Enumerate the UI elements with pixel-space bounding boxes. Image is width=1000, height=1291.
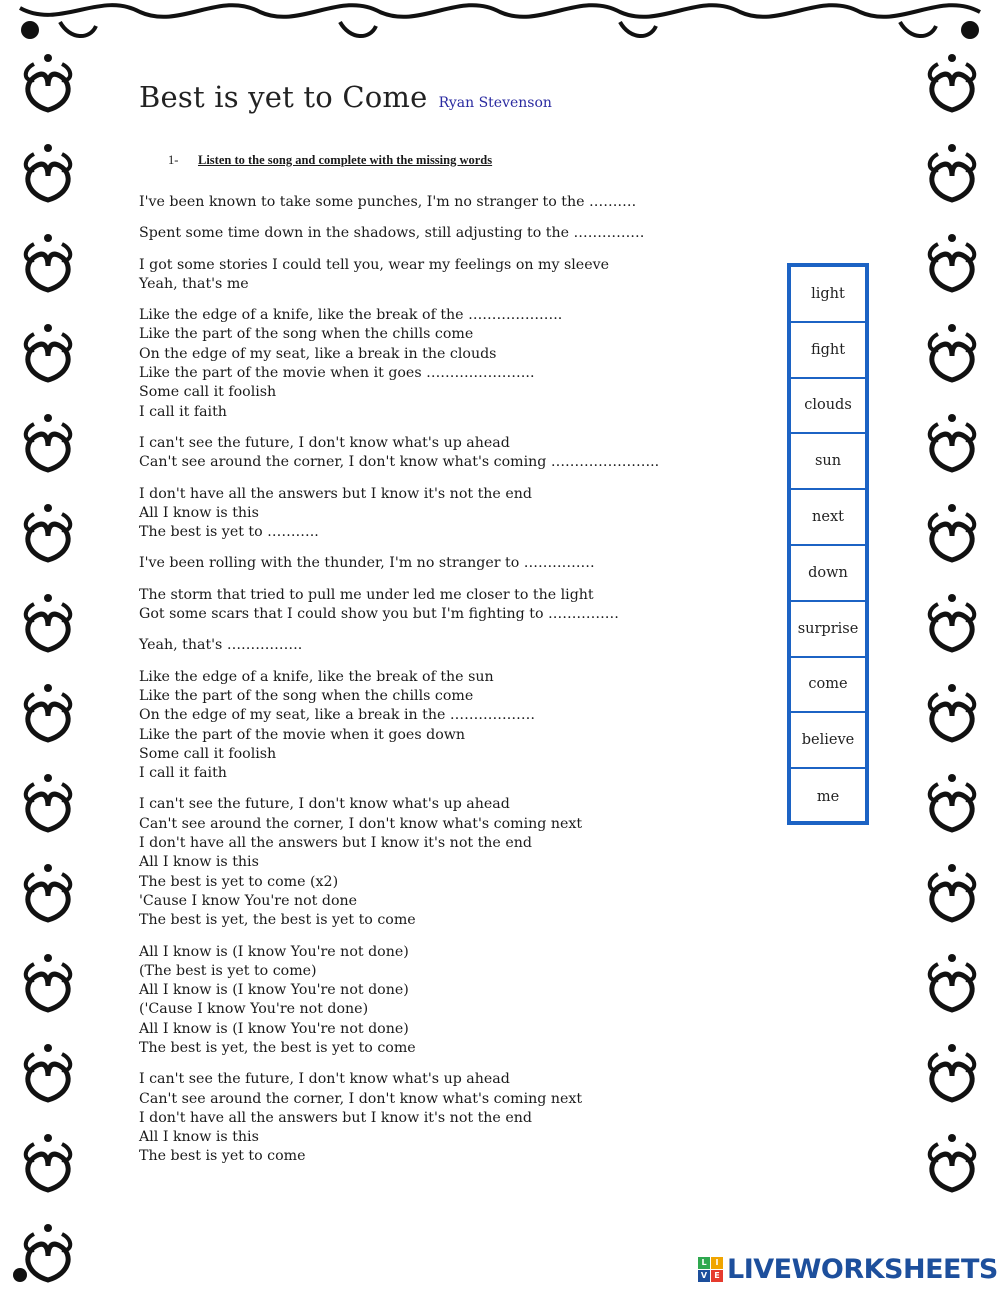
logo-letter: E — [711, 1270, 723, 1282]
stanza — [139, 434, 659, 473]
lyric-line: Can't see around the corner, I don't know what's coming next — [139, 1090, 583, 1107]
lyric-line: All I know is this — [139, 854, 259, 871]
lyric-line: I've been known to take some punches, I'm no stranger to the ………. — [139, 194, 637, 210]
lyric-line: Can't see around the corner, I don't know what's coming next — [139, 815, 583, 832]
lyric-line: I got some stories I could tell you, wear my feelings on my sleeve — [139, 256, 610, 273]
word-bank-item-fight[interactable]: fight — [791, 323, 865, 379]
lyric-line: I've been rolling with the thunder, I'm no stranger to …………… — [139, 555, 595, 572]
logo-icon — [698, 1257, 723, 1282]
lyric-line: All I know is this — [139, 504, 259, 521]
stanza — [139, 668, 659, 784]
lyric-line: The storm that tried to pull me under led me closer to the light — [139, 586, 594, 603]
stanza — [139, 485, 659, 543]
lyric-line: Yeah, that's ……………. — [139, 637, 303, 654]
liveworksheets-logo — [698, 1253, 998, 1285]
lyric-line: All I know is (I know You're not done) — [139, 982, 409, 999]
lyric-line: Like the part of the movie when it goes down — [139, 726, 466, 743]
lyric-line: Some call it foolish — [139, 384, 277, 401]
lyric-line: I can't see the future, I don't know what's up ahead — [139, 796, 510, 813]
word-bank-item-surprise[interactable]: surprise — [791, 602, 865, 658]
lyric-line: All I know is (I know You're not done) — [139, 943, 409, 960]
lyric-line: The best is yet to ……….. — [139, 524, 319, 541]
stanza — [139, 795, 659, 930]
top-border-ornament — [20, 5, 980, 36]
lyric-line: (The best is yet to come) — [139, 962, 317, 979]
lyric-line: I can't see the future, I don't know what's up ahead — [139, 1071, 510, 1088]
logo-letter: V — [698, 1270, 710, 1282]
logo-letter: I — [711, 1257, 723, 1269]
lyric-line: Like the part of the song when the chills come — [139, 687, 474, 704]
lyric-line: 'Cause I know You're not done — [139, 892, 358, 909]
word-bank-item-believe[interactable]: believe — [791, 713, 865, 769]
lyric-line: Like the part of the movie when it goes ………………….. — [139, 365, 535, 382]
lyric-line: The best is yet, the best is yet to come — [139, 912, 416, 929]
lyric-line: Can't see around the corner, I don't know what's coming ………………….. — [139, 454, 660, 471]
lyric-line: I don't have all the answers but I know it's not the end — [139, 485, 532, 502]
lyric-line: On the edge of my seat, like a break in the ……………… — [139, 707, 536, 724]
lyric-line: The best is yet to come — [139, 1148, 306, 1165]
lyric-line: Like the edge of a knife, like the break of the sun — [139, 668, 494, 685]
lyric-line: I don't have all the answers but I know it's not the end — [139, 835, 532, 852]
word-bank-item-come[interactable]: come — [791, 658, 865, 714]
stanza — [139, 554, 659, 573]
word-bank-item-sun[interactable]: sun — [791, 434, 865, 490]
word-bank-item-light[interactable]: light — [791, 267, 865, 323]
stanza — [139, 636, 659, 655]
lyric-line: I can't see the future, I don't know what's up ahead — [139, 434, 510, 451]
lyric-line: All I know is (I know You're not done) — [139, 1020, 409, 1037]
stanza — [139, 586, 659, 625]
lyric-line: Like the part of the song when the chills come — [139, 326, 474, 343]
stanza — [139, 224, 659, 243]
instruction-number: 1- — [168, 153, 179, 167]
lyric-line: All I know is this — [139, 1129, 259, 1146]
word-bank-item-next[interactable]: next — [791, 490, 865, 546]
stanza — [139, 1070, 659, 1166]
brand-text: LIVEWORKSHEETS — [727, 1253, 998, 1285]
lyric-line: The best is yet to come (x2) — [139, 873, 339, 890]
stanza — [139, 256, 659, 295]
word-bank-item-me[interactable]: me — [816, 789, 840, 806]
word-bank-item-clouds[interactable]: clouds — [791, 379, 865, 435]
stanza — [139, 306, 659, 422]
artist-name: Ryan Stevenson — [438, 95, 552, 111]
instruction-text: Listen to the song and complete with the missing words — [198, 153, 493, 167]
title-row — [139, 80, 552, 114]
worksheet-title: Best is yet to Come — [139, 80, 428, 114]
instruction — [168, 153, 492, 168]
lyric-line: ('Cause I know You're not done) — [139, 1001, 369, 1018]
lyric-line: Like the edge of a knife, like the break of the ……………….. — [139, 307, 563, 324]
lyric-line: I call it faith — [139, 403, 227, 420]
lyric-line: I don't have all the answers but I know it's not the end — [139, 1109, 532, 1126]
word-bank — [787, 263, 869, 825]
stanza — [139, 943, 659, 1059]
lyric-line: Some call it foolish — [139, 745, 277, 762]
lyric-line: I call it faith — [139, 765, 227, 782]
lyrics — [139, 193, 659, 1179]
word-bank-item-down[interactable]: down — [791, 546, 865, 602]
lyric-line: On the edge of my seat, like a break in the clouds — [139, 345, 497, 362]
stanza — [139, 193, 659, 212]
lyric-line: Spent some time down in the shadows, still adjusting to the …………… — [139, 225, 645, 242]
logo-letter: L — [698, 1257, 710, 1269]
lyric-line: Yeah, that's me — [139, 275, 249, 292]
lyric-line: The best is yet, the best is yet to come — [139, 1039, 416, 1056]
right-border-ornament — [930, 54, 975, 1190]
lyric-line: Got some scars that I could show you but I'm fighting to …………… — [139, 606, 619, 623]
left-border-ornament — [26, 54, 71, 1280]
